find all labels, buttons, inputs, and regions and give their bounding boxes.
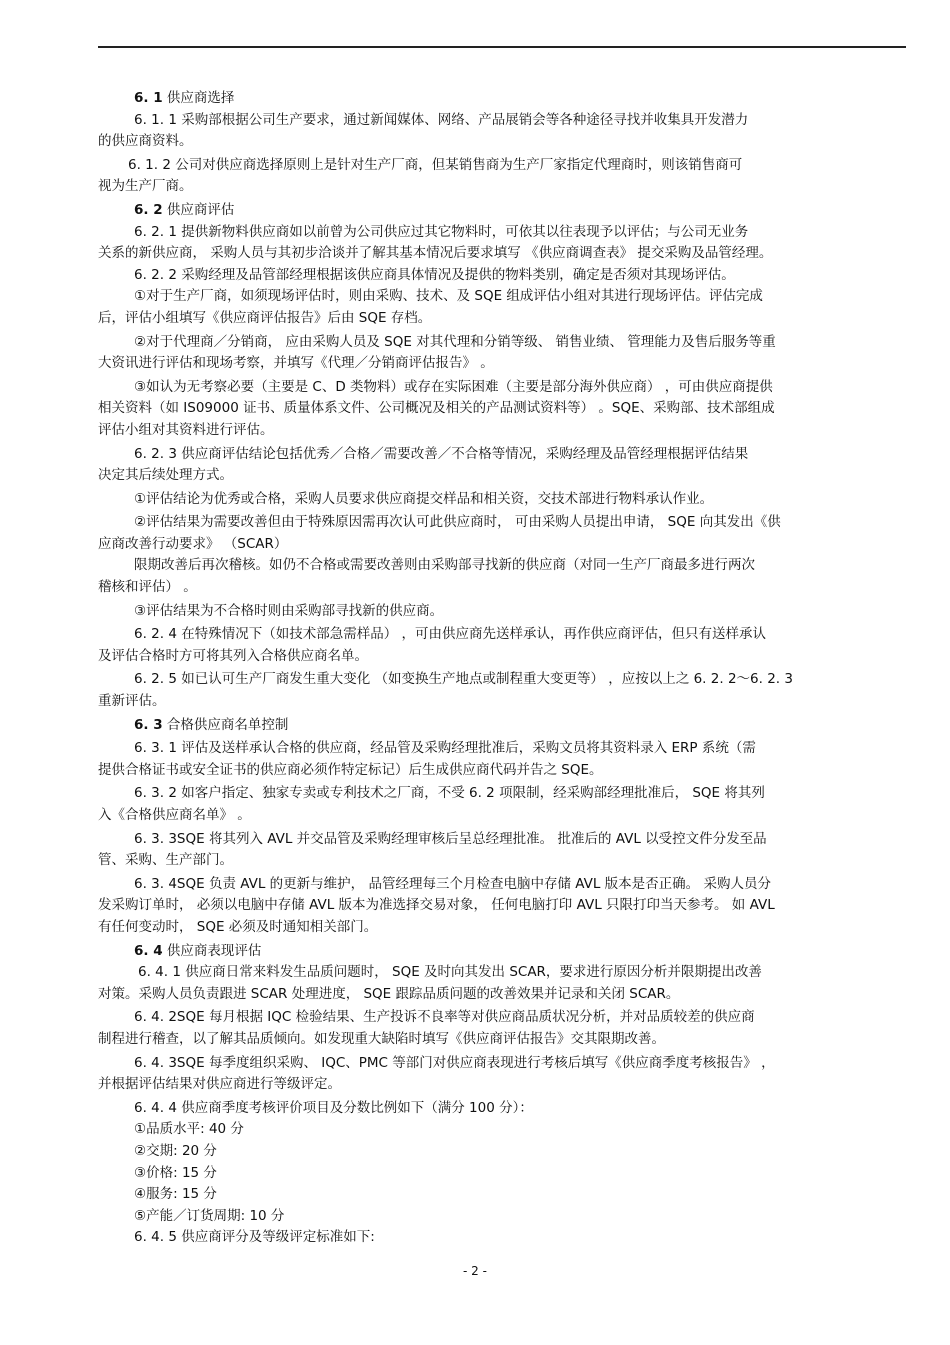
paragraph: 6. 2. 2 采购经理及品管部经理根据该供应商具体情况及提供的物料类别，确定是否须对其现场评估。 xyxy=(134,266,735,283)
paragraph: 应商改善行动要求》 （SCAR） xyxy=(98,535,288,552)
paragraph: 6. 3. 3SQE 将其列入 AVL 并交品管及采购经理审核后呈总经理批准。 批准后的 AVL 以受控文件分发至品 xyxy=(134,830,767,847)
paragraph: 6. 4. 3SQE 每季度组织采购、 IQC、PMC 等部门对供应商表现进行考核后填写《供应商季度考核报告》 ， xyxy=(134,1054,775,1071)
list-item: ①品质水平: 40 分 xyxy=(134,1121,244,1138)
paragraph: 限期改善后再次稽核。如仍不合格或需要改善则由采购部寻找新的供应商（对同一生产厂商最多进行两次 xyxy=(134,557,755,574)
header-rule xyxy=(98,46,906,48)
paragraph: 6. 3. 1 评估及送样承认合格的供应商，经品管及采购经理批准后，采购文员将其资料录入 ERP 系统（需 xyxy=(134,740,756,757)
page-number: - 2 - xyxy=(463,1264,487,1278)
paragraph: 重新评估。 xyxy=(98,693,166,710)
paragraph: 6. 4. 1 供应商日常来料发生品质问题时， SQE 及时向其发出 SCAR，要求进行原因分析并限期提出改善 xyxy=(138,964,762,981)
paragraph: 入《合格供应商名单》 。 xyxy=(98,807,251,823)
section-heading-6-2: 6. 2 供应商评估 xyxy=(134,201,235,218)
paragraph: 6. 4. 5 供应商评分及等级评定标准如下: xyxy=(134,1229,375,1246)
paragraph: 对策。采购人员负责跟进 SCAR 处理进度， SQE 跟踪品质问题的改善效果并记录和关闭 SCAR。 xyxy=(98,985,680,1002)
list-item: ⑤产能／订货周期: 10 分 xyxy=(134,1207,285,1224)
paragraph: 大资讯进行评估和现场考察，并填写《代理／分销商评估报告》 。 xyxy=(98,355,494,372)
list-item: ③价格: 15 分 xyxy=(134,1164,217,1181)
paragraph: 的供应商资料。 xyxy=(98,133,193,150)
paragraph: 6. 3. 2 如客户指定、独家专卖或专利技术之厂商，不受 6. 2 项限制，经采购部经理批准后， SQE 将其列 xyxy=(134,785,765,802)
list-item: ②交期: 20 分 xyxy=(134,1142,217,1159)
paragraph: 并根据评估结果对供应商进行等级评定。 xyxy=(98,1076,341,1093)
paragraph: 稽核和评估） 。 xyxy=(98,579,197,596)
paragraph: 发采购订单时， 必须以电脑中存储 AVL 版本为准选择交易对象， 任何电脑打印 AVL 只限打印当天参考。 如 AVL xyxy=(98,897,775,914)
paragraph: 决定其后续处理方式。 xyxy=(98,467,233,484)
paragraph: 视为生产厂商。 xyxy=(98,178,193,195)
paragraph: 6. 2. 4 在特殊情况下（如技术部急需样品） ，可由供应商先送样承认，再作供应商评估，但只有送样承认 xyxy=(134,626,767,643)
paragraph: 6. 2. 3 供应商评估结论包括优秀／合格／需要改善／不合格等情况，采购经理及品管经理根据评估结果 xyxy=(134,445,749,462)
paragraph: 6. 1. 1 采购部根据公司生产要求，通过新闻媒体、网络、产品展销会等各种途径寻找并收集具开发潜力 xyxy=(134,111,749,128)
paragraph: 评估小组对其资料进行评估。 xyxy=(98,421,274,438)
section-heading-6-1: 6. 1 供应商选择 xyxy=(134,90,235,106)
paragraph: 管、采购、生产部门。 xyxy=(98,852,233,869)
section-heading-6-4: 6. 4 供应商表现评估 xyxy=(134,942,262,959)
section-heading-6-3: 6. 3 合格供应商名单控制 xyxy=(134,716,289,733)
paragraph: ①评估结论为优秀或合格，采购人员要求供应商提交样品和相关资，交技术部进行物料承认作业。 xyxy=(134,490,714,507)
list-item: ④服务: 15 分 xyxy=(134,1186,217,1203)
paragraph: 6. 2. 5 如已认可生产厂商发生重大变化 （如变换生产地点或制程重大变更等） ，应按以上之 6. 2. 2～6. 2. 3 xyxy=(134,671,793,688)
paragraph: ③评估结果为不合格时则由采购部寻找新的供应商。 xyxy=(134,602,444,619)
paragraph: 关系的新供应商， 采购人员与其初步洽谈并了解其基本情况后要求填写 《供应商调查表》 提交采购及品管经理。 xyxy=(98,245,773,262)
paragraph: 制程进行稽查，以了解其品质倾向。如发现重大缺陷时填写《供应商评估报告》交其限期改善。 xyxy=(98,1030,665,1047)
paragraph: 及评估合格时方可将其列入合格供应商名单。 xyxy=(98,647,368,664)
paragraph: 后，评估小组填写《供应商评估报告》后由 SQE 存档。 xyxy=(98,309,432,326)
paragraph: 6. 4. 4 供应商季度考核评价项目及分数比例如下（满分 100 分）： xyxy=(134,1099,533,1116)
paragraph: ③如认为无考察必要（主要是 C、D 类物料）或存在实际困难（主要是部分海外供应商） ，可由供应商提供 xyxy=(134,378,773,395)
paragraph: 6. 3. 4SQE 负责 AVL 的更新与维护， 品管经理每三个月检查电脑中存储 AVL 版本是否正确。 采购人员分 xyxy=(134,875,771,892)
paragraph: 6. 4. 2SQE 每月根据 IQC 检验结果、生产投诉不良率等对供应商品质状况分析，并对品质较差的供应商 xyxy=(134,1009,755,1026)
paragraph: 6. 2. 1 提供新物料供应商如以前曾为公司供应过其它物料时，可依其以往表现予以评估；与公司无业务 xyxy=(134,223,749,240)
paragraph: ①对于生产厂商，如须现场评估时，则由采购、技术、及 SQE 组成评估小组对其进行现场评估。评估完成 xyxy=(134,288,763,305)
paragraph: 相关资料（如 IS09000 证书、质量体系文件、公司概况及相关的产品测试资料等） 。SQE、采购部、技术部组成 xyxy=(98,400,775,417)
paragraph: 有任何变动时， SQE 必须及时通知相关部门。 xyxy=(98,918,378,935)
paragraph: ②评估结果为需要改善但由于特殊原因需再次认可此供应商时， 可由采购人员提出申请， SQE 向其发出《供 xyxy=(134,514,781,531)
paragraph: ②对于代理商／分销商， 应由采购人员及 SQE 对其代理和分销等级、 销售业绩、 管理能力及售后服务等重 xyxy=(134,333,776,350)
document-body xyxy=(98,88,906,1249)
paragraph: 提供合格证书或安全证书的供应商必须作特定标记）后生成供应商代码并告之 SQE。 xyxy=(98,761,603,778)
paragraph: 6. 1. 2 公司对供应商选择原则上是针对生产厂商，但某销售商为生产厂家指定代理商时，则该销售商可 xyxy=(128,156,743,173)
